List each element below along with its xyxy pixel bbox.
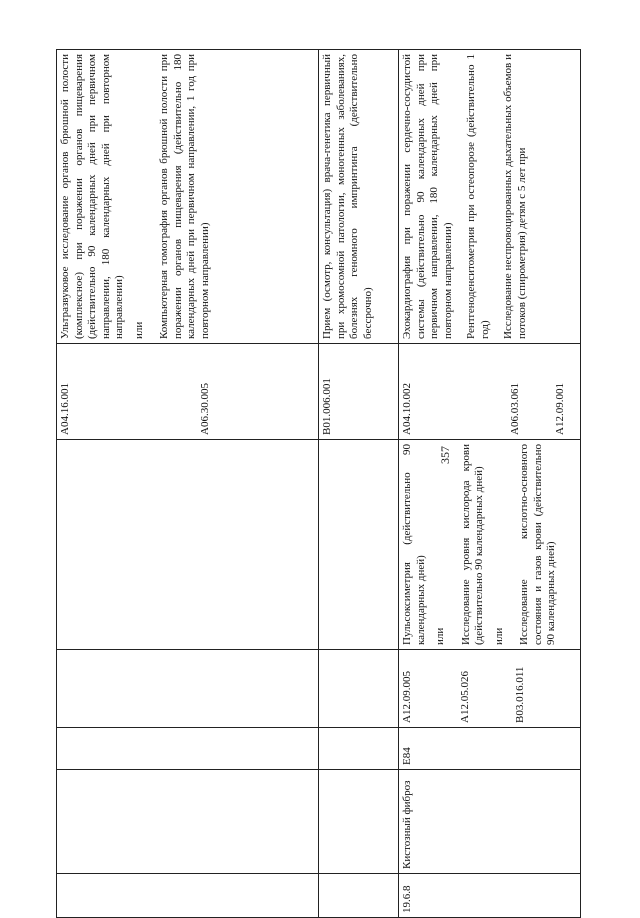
cell-instr-codes <box>319 344 399 440</box>
table-row-continuation <box>319 50 399 918</box>
service-code: B01.006.001 <box>321 378 333 435</box>
cell-instr-desc <box>319 50 399 344</box>
cell-empty <box>57 770 319 874</box>
cell-empty <box>319 440 399 650</box>
cell-empty <box>57 440 319 650</box>
medical-standard-table <box>56 49 581 918</box>
service-description: Компьютерная томография органов брюшной полости при поражении органов пищеварения (действительно 180 календарных дней при первичном направлении, 1 год при повторном направлении) <box>158 54 211 339</box>
service-description: Эхокардиография при поражении сердечно-сосудистой системы (действительно 90 календарных дней при первичном направлении, 180 календарных дней при повторном направлении) <box>401 54 454 339</box>
cell-empty <box>319 770 399 874</box>
cell-empty <box>319 728 399 770</box>
or-label: или <box>492 627 505 645</box>
service-code: A12.09.001 <box>554 383 566 435</box>
service-description: Прием (осмотр, консультация) врача-генетика первичный при хромосомной патологии, моногенных заболеваниях, болезнях геномного импринтинга (действительно бессрочно) <box>321 54 374 339</box>
service-description: Пульсоксиметрия (действительно 90 календарных дней) <box>401 444 427 645</box>
table-row-continuation <box>57 50 319 918</box>
table-row-disease <box>399 50 581 918</box>
page-number: 357 <box>438 446 452 464</box>
cell-instr-desc <box>399 50 581 344</box>
service-code: B03.016.011 <box>514 666 526 723</box>
cell-empty <box>319 650 399 728</box>
service-code: A04.16.001 <box>59 383 71 435</box>
cell-instr-desc <box>57 50 319 344</box>
service-code: A04.10.002 <box>401 383 413 435</box>
service-code: A06.30.005 <box>198 383 211 435</box>
service-code: A12.05.026 <box>458 671 471 723</box>
service-description: Исследование неспровоцированных дыхательных объемов и потоков (спирометрия) детям с 5 лет при <box>502 54 528 339</box>
cell-icd-code: E84 <box>399 728 581 770</box>
cell-disease-name: Кистозный фиброз <box>399 770 581 874</box>
service-description: Исследование уровня кислорода крови (действительно 90 календарных дней) <box>459 444 485 645</box>
cell-empty <box>57 650 319 728</box>
service-description: Ультразвуковое исследование органов брюшной полости (комплексное) при поражении органов пищеварения (действительно 90 календарных дней при первичном направлении, 180 календарных дней при повторном направлении) <box>59 54 125 339</box>
cell-lab-codes <box>399 650 581 728</box>
cell-instr-codes <box>57 344 319 440</box>
or-label: или <box>132 321 145 339</box>
or-label: или <box>434 627 446 645</box>
cell-empty <box>57 728 319 770</box>
cell-section-number: 19.6.8 <box>399 874 581 918</box>
cell-empty <box>319 874 399 918</box>
cell-instr-codes <box>399 344 581 440</box>
service-code: A06.03.061 <box>508 383 521 435</box>
cell-empty <box>57 874 319 918</box>
service-code: A12.09.005 <box>401 671 413 723</box>
service-description: Исследование кислотно-основного состояния и газов крови (действительно 90 календарных дней) <box>518 444 557 645</box>
service-description: Рентгеноденситометрия при остеопорозе (действительно 1 год) <box>465 54 491 339</box>
cell-lab-desc <box>399 440 581 650</box>
